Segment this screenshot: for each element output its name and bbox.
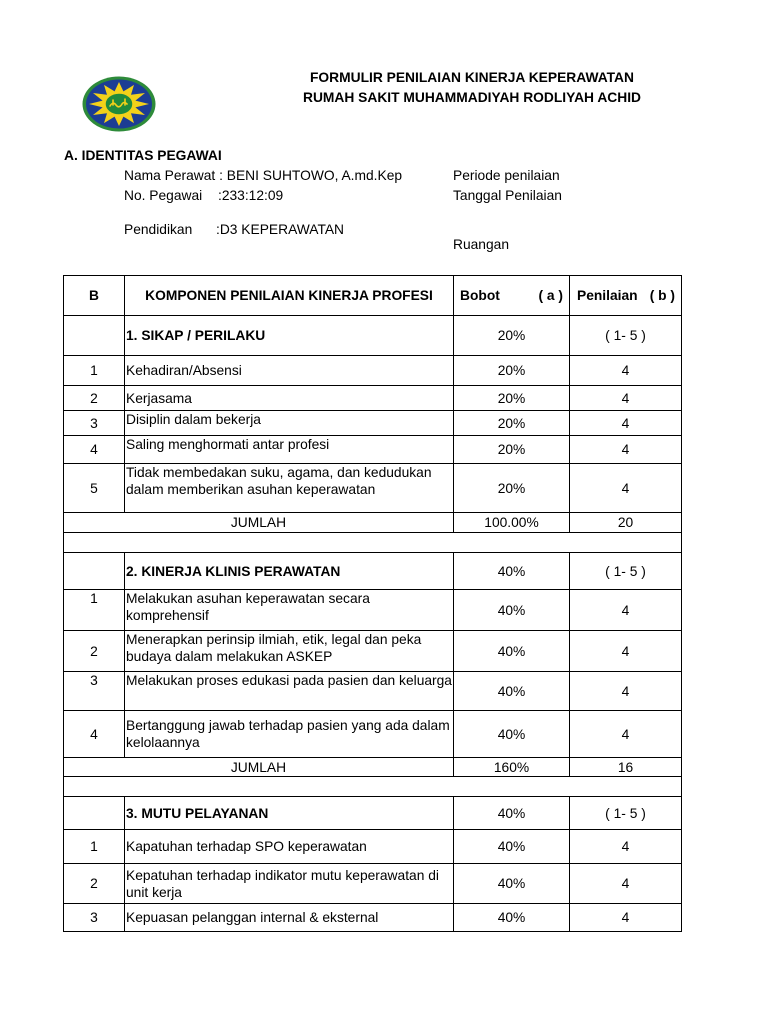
muhammadiyah-logo-icon — [82, 76, 156, 132]
section-scale: ( 1- 5 ) — [570, 797, 682, 829]
item-nilai: 4 — [570, 386, 682, 410]
item-number: 1 — [64, 356, 125, 385]
spacer-cell — [64, 533, 682, 552]
pendidikan-value: :D3 KEPERAWATAN — [216, 222, 345, 237]
header-penilaian-label: Penilaian — [577, 288, 638, 303]
section-bobot: 20% — [454, 316, 570, 355]
no-pegawai-label: No. Pegawai — [124, 188, 203, 203]
item-number: 2 — [64, 386, 125, 410]
item-nilai: 4 — [570, 672, 682, 710]
item-number: 3 — [64, 672, 125, 710]
item-number: 1 — [64, 590, 125, 630]
item-bobot: 40% — [454, 711, 570, 757]
item-bobot: 40% — [454, 830, 570, 863]
item-description: Saling menghormati antar profesi — [125, 436, 454, 463]
item-description: Kehadiran/Absensi — [125, 356, 454, 385]
section-title-row — [64, 797, 682, 830]
item-description: Melakukan proses edukasi pada pasien dan keluarga — [125, 672, 454, 710]
section-title: 3. MUTU PELAYANAN — [125, 797, 454, 829]
no-pegawai-value: :233:12:09 — [218, 188, 284, 203]
table-header-row — [64, 276, 682, 316]
item-nilai: 4 — [570, 590, 682, 630]
section-title: 2. KINERJA KLINIS PERAWATAN — [125, 553, 454, 589]
table-row — [64, 864, 682, 904]
item-nilai: 4 — [570, 864, 682, 903]
item-description: Bertanggung jawab terhadap pasien yang ada dalam kelolaannya — [125, 711, 454, 757]
header-col-penilaian — [570, 276, 682, 315]
item-number: 3 — [64, 904, 125, 931]
item-number: 5 — [64, 464, 125, 512]
item-number: 2 — [64, 864, 125, 903]
pendidikan-label: Pendidikan — [124, 222, 193, 237]
item-bobot: 20% — [454, 356, 570, 385]
item-nilai: 4 — [570, 631, 682, 671]
ruangan-label: Ruangan — [453, 237, 510, 252]
header-bobot-label: Bobot — [460, 288, 500, 303]
item-bobot: 40% — [454, 631, 570, 671]
item-bobot: 40% — [454, 864, 570, 903]
item-bobot: 20% — [454, 411, 570, 435]
header-col-komponen: KOMPONEN PENILAIAN KINERJA PROFESI — [125, 276, 454, 315]
item-nilai: 4 — [570, 904, 682, 931]
table-row — [64, 411, 682, 436]
section-empty-cell — [64, 553, 125, 589]
total-label: JUMLAH — [64, 513, 454, 532]
item-description: Melakukan asuhan keperawatan secara komprehensif — [125, 590, 454, 630]
table-row — [64, 386, 682, 411]
section-scale: ( 1- 5 ) — [570, 316, 682, 355]
section-empty-cell — [64, 316, 125, 355]
item-number: 1 — [64, 830, 125, 863]
item-bobot: 40% — [454, 590, 570, 630]
total-nilai: 16 — [570, 758, 682, 776]
total-nilai: 20 — [570, 513, 682, 532]
total-label: JUMLAH — [64, 758, 454, 776]
total-bobot: 100.00% — [454, 513, 570, 532]
item-number: 4 — [64, 436, 125, 463]
section-bobot: 40% — [454, 553, 570, 589]
nama-perawat: Nama Perawat : BENI SUHTOWO, A.md.Kep — [124, 168, 403, 183]
item-description: Kapatuhan terhadap SPO keperawatan — [125, 830, 454, 863]
table-row — [64, 356, 682, 386]
table-row — [64, 904, 682, 932]
table-row — [64, 464, 682, 513]
table-row — [64, 672, 682, 711]
total-bobot: 160% — [454, 758, 570, 776]
item-nilai: 4 — [570, 411, 682, 435]
item-nilai: 4 — [570, 464, 682, 512]
header-col-b: B — [64, 276, 125, 315]
section-empty-cell — [64, 797, 125, 829]
spacer-row — [64, 777, 682, 797]
item-number: 3 — [64, 411, 125, 435]
tanggal-label: Tanggal Penilaian — [453, 188, 562, 203]
table-row — [64, 590, 682, 631]
total-row — [64, 513, 682, 533]
section-title: 1. SIKAP / PERILAKU — [125, 316, 454, 355]
item-bobot: 20% — [454, 436, 570, 463]
hospital-name: RUMAH SAKIT MUHAMMADIYAH RODLIYAH ACHID — [302, 90, 642, 105]
header-bobot-code: ( a ) — [538, 288, 563, 303]
header-col-bobot — [454, 276, 570, 315]
header-penilaian-code: ( b ) — [649, 288, 675, 303]
periode-label: Periode penilaian — [453, 168, 560, 183]
item-description: Kepuasan pelanggan internal & eksternal — [125, 904, 454, 931]
section-bobot: 40% — [454, 797, 570, 829]
section-scale: ( 1- 5 ) — [570, 553, 682, 589]
item-description: Menerapkan perinsip ilmiah, etik, legal dan peka budaya dalam melakukan ASKEP — [125, 631, 454, 671]
form-title: FORMULIR PENILAIAN KINERJA KEPERAWATAN — [310, 70, 634, 85]
section-title-row — [64, 553, 682, 590]
total-row — [64, 758, 682, 777]
item-number: 2 — [64, 631, 125, 671]
table-row — [64, 711, 682, 758]
item-bobot: 20% — [454, 386, 570, 410]
item-description: Tidak membedakan suku, agama, dan kedudukan dalam memberikan asuhan keperawatan — [125, 464, 454, 512]
item-bobot: 20% — [454, 464, 570, 512]
item-description: Kerjasama — [125, 386, 454, 410]
section-title-row — [64, 316, 682, 356]
item-nilai: 4 — [570, 436, 682, 463]
assessment-table — [63, 275, 682, 932]
section-a-title: A. IDENTITAS PEGAWAI — [64, 148, 222, 163]
item-description: Kepatuhan terhadap indikator mutu keperawatan di unit kerja — [125, 864, 454, 903]
item-nilai: 4 — [570, 356, 682, 385]
table-row — [64, 830, 682, 864]
item-nilai: 4 — [570, 830, 682, 863]
item-bobot: 40% — [454, 672, 570, 710]
table-row — [64, 436, 682, 464]
spacer-cell — [64, 777, 682, 796]
item-nilai: 4 — [570, 711, 682, 757]
item-number: 4 — [64, 711, 125, 757]
item-bobot: 40% — [454, 904, 570, 931]
item-description: Disiplin dalam bekerja — [125, 411, 454, 435]
spacer-row — [64, 533, 682, 553]
table-row — [64, 631, 682, 672]
